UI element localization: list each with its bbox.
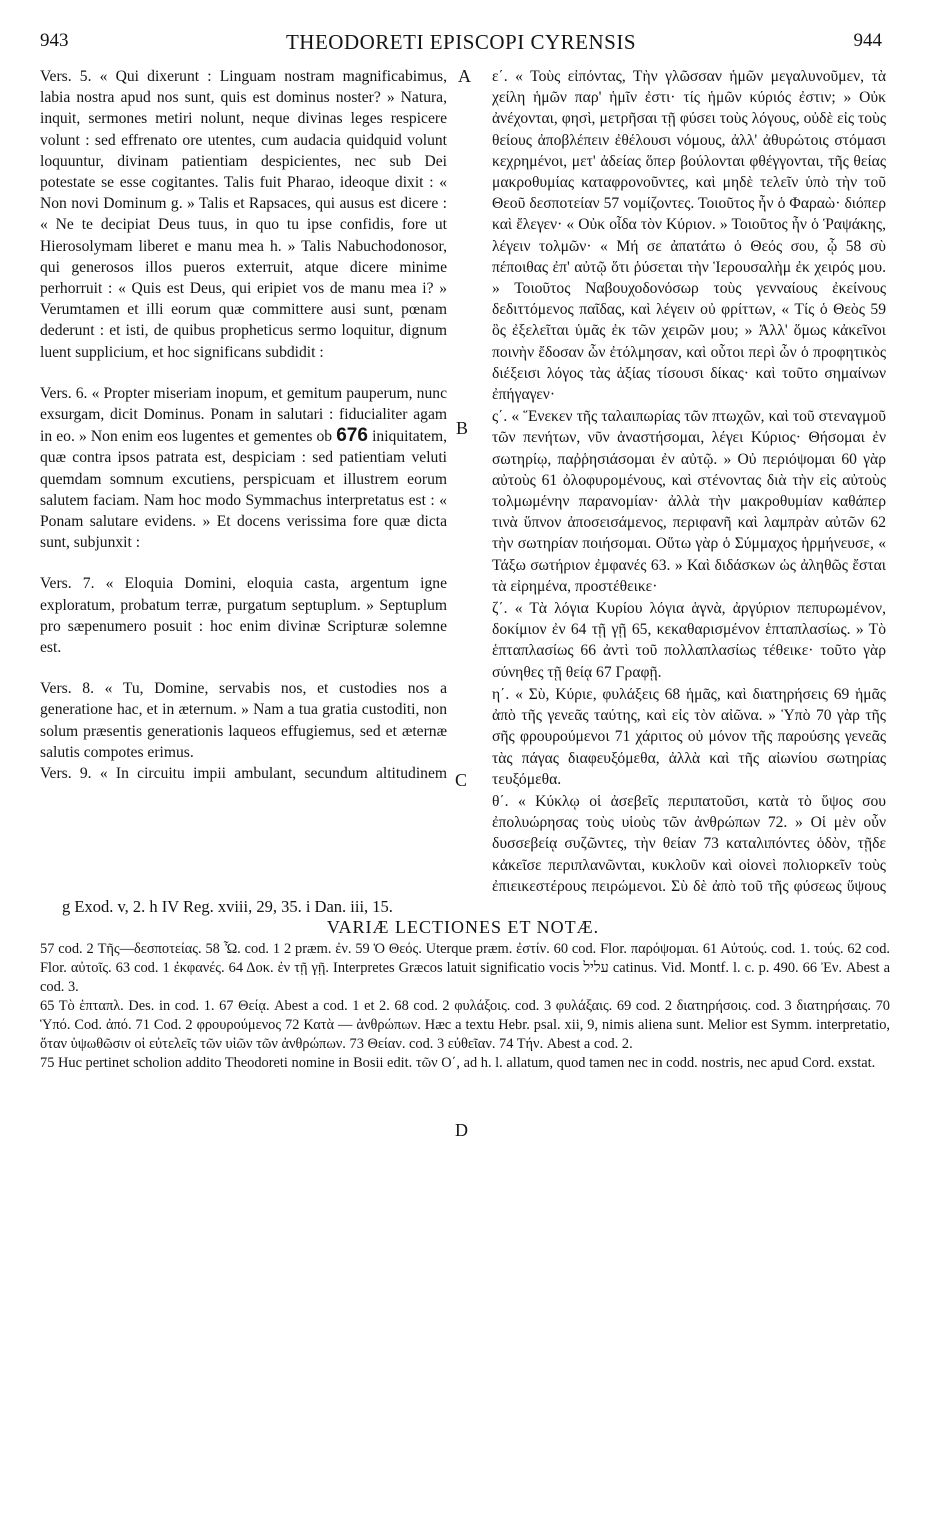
scripture-references: g Exod. v, 2. h IV Reg. xviii, 29, 35. i Dan. iii, 15. (62, 897, 393, 916)
margin-mark-d: D (455, 1120, 468, 1140)
page-number-right: 944 (853, 30, 882, 51)
notes-heading: VARIÆ LECTIONES ET NOTÆ. (326, 917, 600, 937)
notes-paragraph: 75 Huc pertinet scholion addito Theodoreti nomine in Bosii edit. τῶν Ο΄, ad h. l. allatum, quod tamen nec in codd. nostris, nec apud Cord. exstat. (40, 1055, 876, 1071)
migne-page-number: 676 (336, 425, 368, 447)
running-header (40, 30, 882, 56)
latin-verse-6-part-1: Vers. 6. « Propter miseriam inopum, et gemitum pauperum, nunc exsurgam, dicit Dominus. Ponam in salutari : fiducialiter agam in eo. » Non enim eos lugentes et gementes ob (40, 384, 447, 446)
notes-paragraph: 65 Τὸ ἑπταπλ. Des. in cod. 1. 67 Θείᾳ. Abest a cod. 1 et 2. 68 cod. 2 φυλάξοις. cod. 3 φυλάξαις. 69 cod. 2 διατηρήσοις. cod. 3 διατηρήσαις. 70 Ὑπό. Cod. ἀπό. 71 Cod. 2 φρουρούμενος 72 Κατὰ — ἀνθρώπων. Hæc a textu Hebr. psal. xii, 9, nimis aliena sunt. Melior est Symm. interpretatio, ὅταν ὑψωθῶσιν οἱ εὐτελεῖς τῶν υἱῶν τῶν ἀνθρώπων. 73 Θείαν. cod. 3 εὐθεῖαν. 74 Τήν. Abest a cod. 2. (40, 998, 890, 1052)
latin-verse-9: Vers. 9. « In circuitu impii ambulant, secundum altitudinem (40, 765, 447, 783)
latin-verse-7: Vers. 7. « Eloquia Domini, eloquia casta, argentum igne exploratum, probatum terræ, purgatum septuplum. » Septuplum pro sæpenumero posuit : hoc enim divinæ Scripturæ solemne est. (40, 575, 447, 657)
margin-mark-b: B (456, 418, 469, 438)
margin-mark-c: C (455, 770, 468, 790)
latin-verse-8: Vers. 8. « Tu, Domine, servabis nos, et custodies nos a generatione hac, et in æternum. » Nam a tua gratia custoditi, non solum præsentis generationis laqueos effugiemus, sed et æternæ salutis compotes erimus. (40, 680, 447, 761)
greek-column (492, 66, 886, 896)
notes-paragraph: 57 cod. 2 Τῆς—δεσποτείας. 58 Ὦ. cod. 1 2 præm. ἐν. 59 Ὁ Θεός. Uterque præm. ἐστίν. 60 cod. Flor. παρόψομαι. 61 Αὐτούς. cod. 1. τούς. 62 cod. Flor. αὐτοῖς. 63 cod. 1 ἐκφανές. 64 Δοκ. ἐν τῇ γῇ. Interpretes Græcos latuit significatio vocis עליל catinus. Vid. Montf. l. c. p. 490. 66 Ἐν. Abest a cod. 3. (40, 941, 890, 995)
page-number-left: 943 (40, 30, 69, 51)
variant-readings-notes (40, 940, 890, 1073)
greek-verse-6: ς΄. « Ἕνεκεν τῆς ταλαιπωρίας τῶν πτωχῶν, καὶ τοῦ στεναγμοῦ τῶν πενήτων, νῦν ἀναστήσομαι, λέγει Κύριος· Θήσομαι ἐν σωτηρίῳ, παῤῥησιάσομαι ἐν αὐτῷ. » Οὐ περιόψομαι 60 γὰρ αὐτοὺς 61 ὀλοφυρομένους, καὶ στένοντας διὰ τὴν εἰς αὐτοὺς τολμωμένην παρανομίαν· ἀλλὰ τὴν μακροθυμίαν καθάπερ τινὰ ὕπνον ἀποσεισάμενος, περιφανῆ καὶ λαμπρὰν αὐτῶν 62 τὴν σωτηρίαν ποιήσομαι. Οὕτω γὰρ ὁ Σύμμαχος ἡρμήνευσε, « Τάξω σωτήριον ἐμφανές 63. » Καὶ διδάσκων ὡς ἀληθῶς ἔσται τὰ εἰρημένα, προστέθεικε· (492, 408, 886, 595)
latin-column (40, 66, 447, 786)
running-title: THEODORETI EPISCOPI CYRENSIS (285, 30, 637, 54)
latin-verse-5: Vers. 5. « Qui dixerunt : Linguam nostram magnificabimus, labia nostra apud nos sunt, quis est dominus noster? » Natura, inquit, sermones metiri nolunt, neque divinas leges respicere volunt : sed effrenato ore utentes, cum audacia quidquid volunt loquuntur, divinam patientiam despicientes, nec sub Dei potestate se esse cogitantes. Talis fuit Pharao, ideoque dixit : « Non novi Dominum g. » Talis et Rapsaces, qui ausus est dicere : « Ne te decipiat Deus tuus, in quo tu ipse confidis, fore ut Hierosolymam liberet e manu mea h. » Talis Nabuchodonosor, qui generosos illos pueros exterruit, atque dicere minime perhorruit : « Quis est Deus, qui eripiet vos de manu mea i? » Verumtamen et illi eorum quæ committere ausi sunt, pœnam dederunt : et isti, de quibus propheticus sermo loquitur, dignum luent supplicium, et hoc significans subdidit : (40, 68, 447, 361)
greek-verse-5: ε΄. « Τοὺς εἰπόντας, Τὴν γλῶσσαν ἡμῶν μεγαλυνοῦμεν, τὰ χείλη ἡμῶν παρ' ἡμῖν ἐστι· τίς ἡμῶν κύριός ἐστιν; » Οὐκ ἀνέχονται, φησὶ, μετρῆσαι τῇ φύσει τοὺς λόγους, οὐδὲ εἰς τοὺς θείους ἀποβλέπειν ἐθέλουσι νόμους, ἀλλ' ἀθυρώτοις στόμασι κεχρημένοι, μετ' ἀδείας ὅπερ βούλονται φθέγγονται, τῆς θείας μακροθυμίας καταφρονοῦντες, καὶ μηδὲ τελεῖν ὑπὸ τὴν τοῦ Θεοῦ δεσποτείαν 57 νομίζοντες. Τοιοῦτος ἦν ὁ Φαραὼ· διόπερ καὶ ἔλεγεν· « Οὐκ οἶδα τὸν Κύριον. » Τοιοῦτος ἦν ὁ Ῥαψάκης, λέγειν τολμῶν· « Μή σε ἀπατάτω ὁ Θεός σου, ᾧ 58 σὺ πέποιθας ἐπ' αὐτῷ ὅτι ῥύσεται τὴν Ἱερουσαλὴμ ἐκ χειρός μου. » Τοιοῦτος Ναβουχοδονόσωρ τοὺς γενναίους ἐκείνους δεδιττόμενος παῖδας, καὶ λέγειν οὐ φρίττων, « Τίς ὁ Θεὸς 59 ὃς ἐξελεῖται ὑμᾶς ἐκ τῶν χειρῶν μου; » Ἀλλ' ὅμως κἀκεῖνοι ποινὴν ἔδοσαν ὧν ἐτόλμησαν, καὶ οὗτοι περὶ ὧν ὁ προφητικὸς διέξεισι λόγος τὰς ἀξίας τίσουσι δίκας· καὶ τοῦτο σημαίνων ἐπήγαγεν· (492, 68, 886, 404)
margin-mark-a: A (458, 66, 471, 86)
greek-verse-9: θ΄. « Κύκλῳ οἱ ἀσεβεῖς περιπατοῦσι, κατὰ τὸ ὕψος σου ἐπολυώρησας τοὺς υἱοὺς τῶν ἀνθρώπων 72. » Οἱ μὲν οὖν δυσσεβείᾳ συζῶντες, τὴν θείαν 73 καταλιπόντες ὁδὸν, τῇδε κἀκεῖσε περιπλανῶνται, κυκλοῦν καὶ οἱονεὶ πολιορκεῖν τοὺς ἐπιεικεστέρους πειρώμενοι. Σὺ δὲ ἀπὸ τοῦ τῆς φύσεως ὕψους (492, 792, 886, 895)
latin-verse-6 (40, 383, 447, 554)
greek-verse-8: η΄. « Σὺ, Κύριε, φυλάξεις 68 ἡμᾶς, καὶ διατηρήσεις 69 ἡμᾶς ἀπὸ τῆς γενεᾶς ταύτης, καὶ εἰς τὸν αἰῶνα. » Ὑπὸ 70 γὰρ τῆς σῆς φρουρούμενοι 71 χάριτος οὐ μόνον τῆς παρούσης γενεᾶς τὰς πάγας διαφευξόμεθα, ἀλλὰ καὶ τῆς αἰωνίου σωτηρίας τευξόμεθα. (492, 685, 886, 788)
greek-verse-7: ζ΄. « Τὰ λόγια Κυρίου λόγια ἁγνὰ, ἀργύριον πεπυρωμένον, δοκίμιον ἐν 64 τῇ γῇ 65, κεκαθαρισμένον ἑπταπλασίως. » Τὸ ἑπταπλασίως 66 ἀντὶ τοῦ πολλαπλασίως τέθεικε· τοῦτο γὰρ σύνηθες τῇ θείᾳ 67 Γραφῇ. (492, 600, 886, 681)
latin-verse-6-part-2: iniquitatem, quæ contra ipsos patrata est, despiciam : sed patientiam veluti quemdam somnum excutiens, perspicuam et illustrem eorum salutem faciam. Nam hoc modo Symmachus interpretatus est : « Ponam salutare evidens. » Et docens verissima fore quæ dicta sunt, subjunxit : (40, 428, 447, 552)
